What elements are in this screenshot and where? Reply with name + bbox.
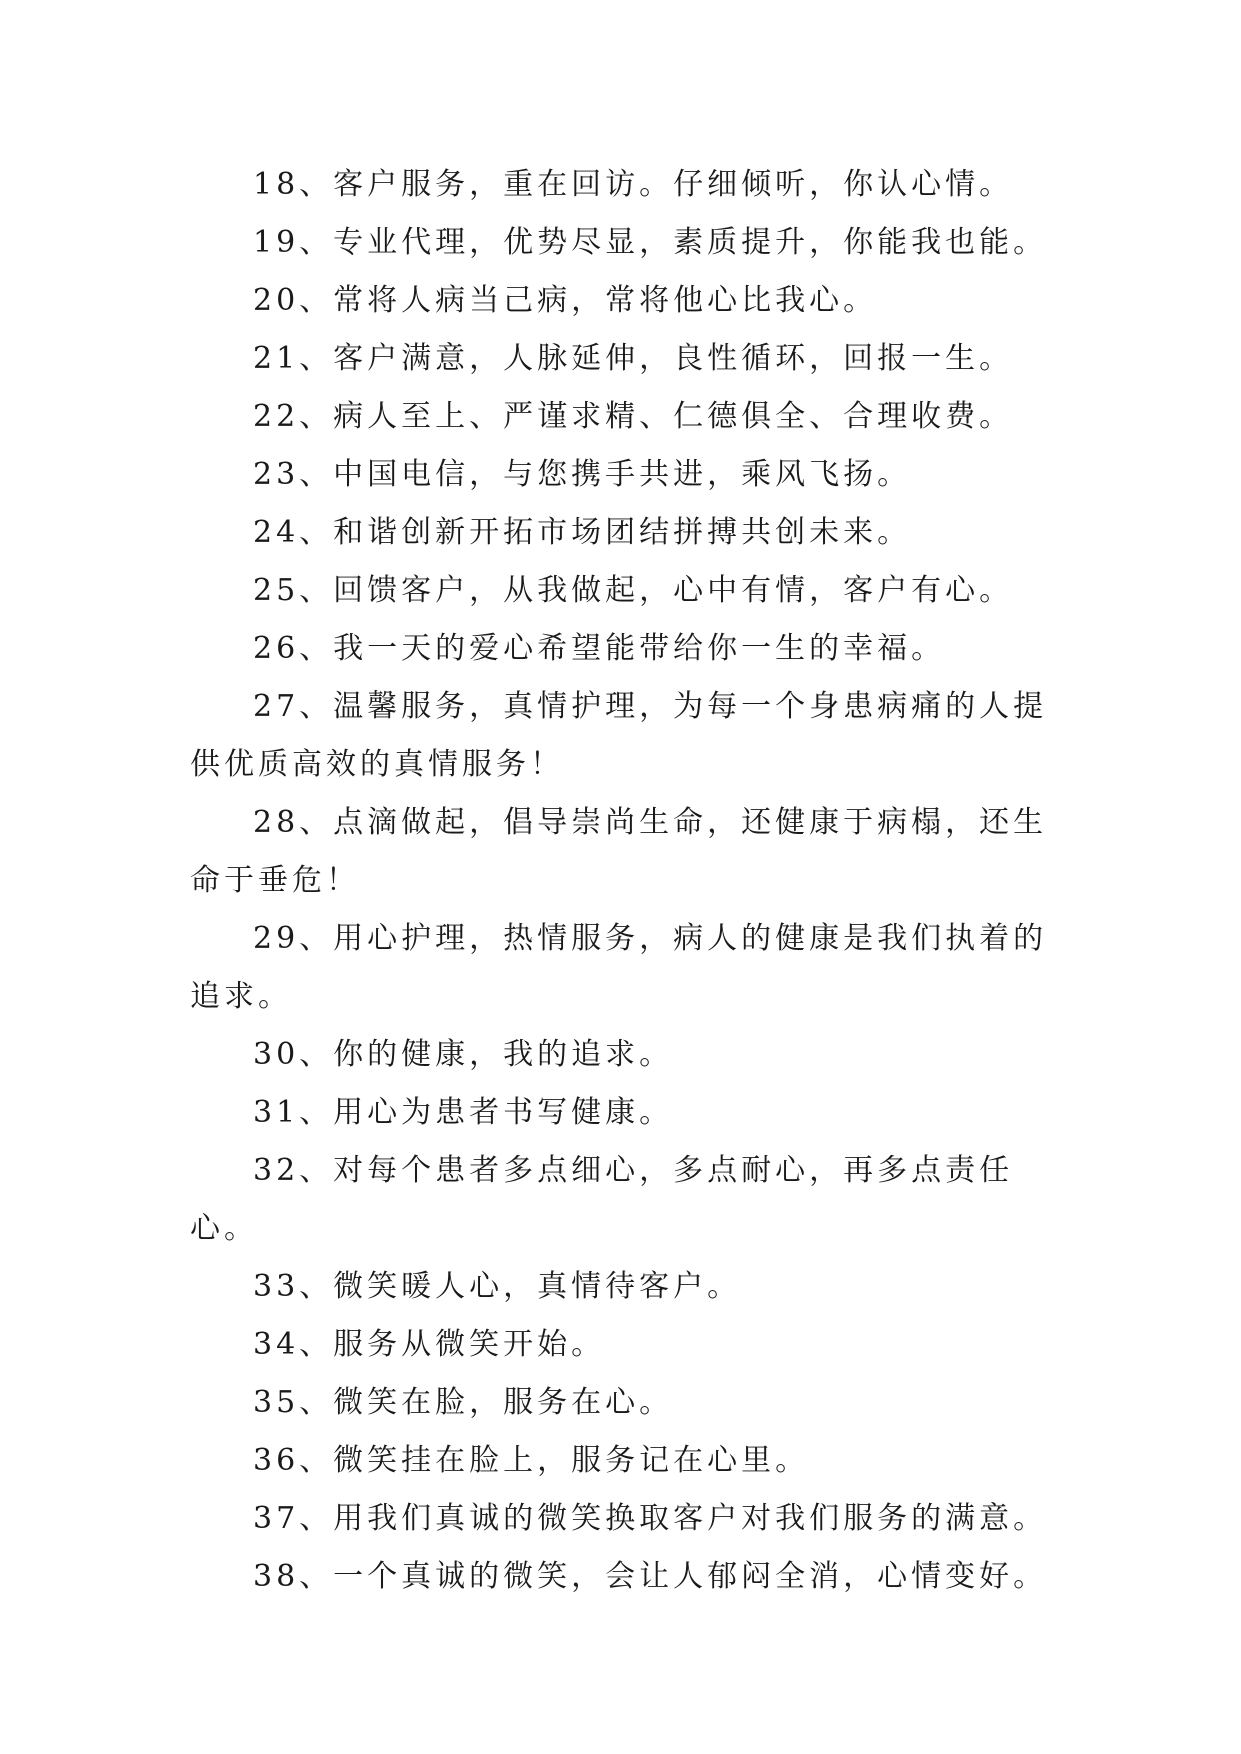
slogan-paragraph: 18、客户服务，重在回访。仔细倾听，你认心情。 bbox=[253, 167, 1014, 202]
slogan-paragraph: 21、客户满意，人脉延伸，良性循环，回报一生。 bbox=[253, 341, 1014, 376]
slogan-paragraph: 33、微笑暖人心，真情待客户。 bbox=[253, 1269, 742, 1304]
slogan-paragraph: 32、对每个患者多点细心，多点耐心，再多点责任心。 bbox=[190, 1153, 1014, 1246]
document-body bbox=[190, 156, 1062, 1606]
slogan-paragraph: 19、专业代理，优势尽显，素质提升，你能我也能。 bbox=[253, 225, 1048, 260]
slogan-paragraph: 30、你的健康，我的追求。 bbox=[253, 1037, 674, 1072]
slogan-paragraph: 22、病人至上、严谨求精、仁德俱全、合理收费。 bbox=[253, 399, 1014, 434]
slogan-paragraph: 36、微笑挂在脸上，服务记在心里。 bbox=[253, 1443, 810, 1478]
slogan-paragraph: 28、点滴做起，倡导崇尚生命，还健康于病榻，还生命于垂危！ bbox=[190, 805, 1048, 898]
slogan-paragraph: 26、我一天的爱心希望能带给你一生的幸福。 bbox=[253, 631, 946, 666]
slogan-paragraph: 24、和谐创新开拓市场团结拼搏共创未来。 bbox=[253, 515, 912, 550]
slogan-paragraph: 20、常将人病当己病，常将他心比我心。 bbox=[253, 283, 878, 318]
slogan-paragraph: 35、微笑在脸，服务在心。 bbox=[253, 1385, 674, 1420]
slogan-paragraph: 25、回馈客户，从我做起，心中有情，客户有心。 bbox=[253, 573, 1014, 608]
slogan-paragraph: 34、服务从微笑开始。 bbox=[253, 1327, 606, 1362]
slogan-paragraph: 27、温馨服务，真情护理，为每一个身患病痛的人提供优质高效的真情服务！ bbox=[190, 689, 1048, 782]
slogan-paragraph: 29、用心护理，热情服务，病人的健康是我们执着的追求。 bbox=[190, 921, 1048, 1014]
slogan-paragraph: 23、中国电信，与您携手共进，乘风飞扬。 bbox=[253, 457, 912, 492]
slogan-paragraph: 31、用心为患者书写健康。 bbox=[253, 1095, 674, 1130]
slogan-paragraph: 37、用我们真诚的微笑换取客户对我们服务的满意。 bbox=[253, 1501, 1048, 1536]
slogan-paragraph: 38、一个真诚的微笑，会让人郁闷全消，心情变好。 bbox=[253, 1559, 1048, 1594]
